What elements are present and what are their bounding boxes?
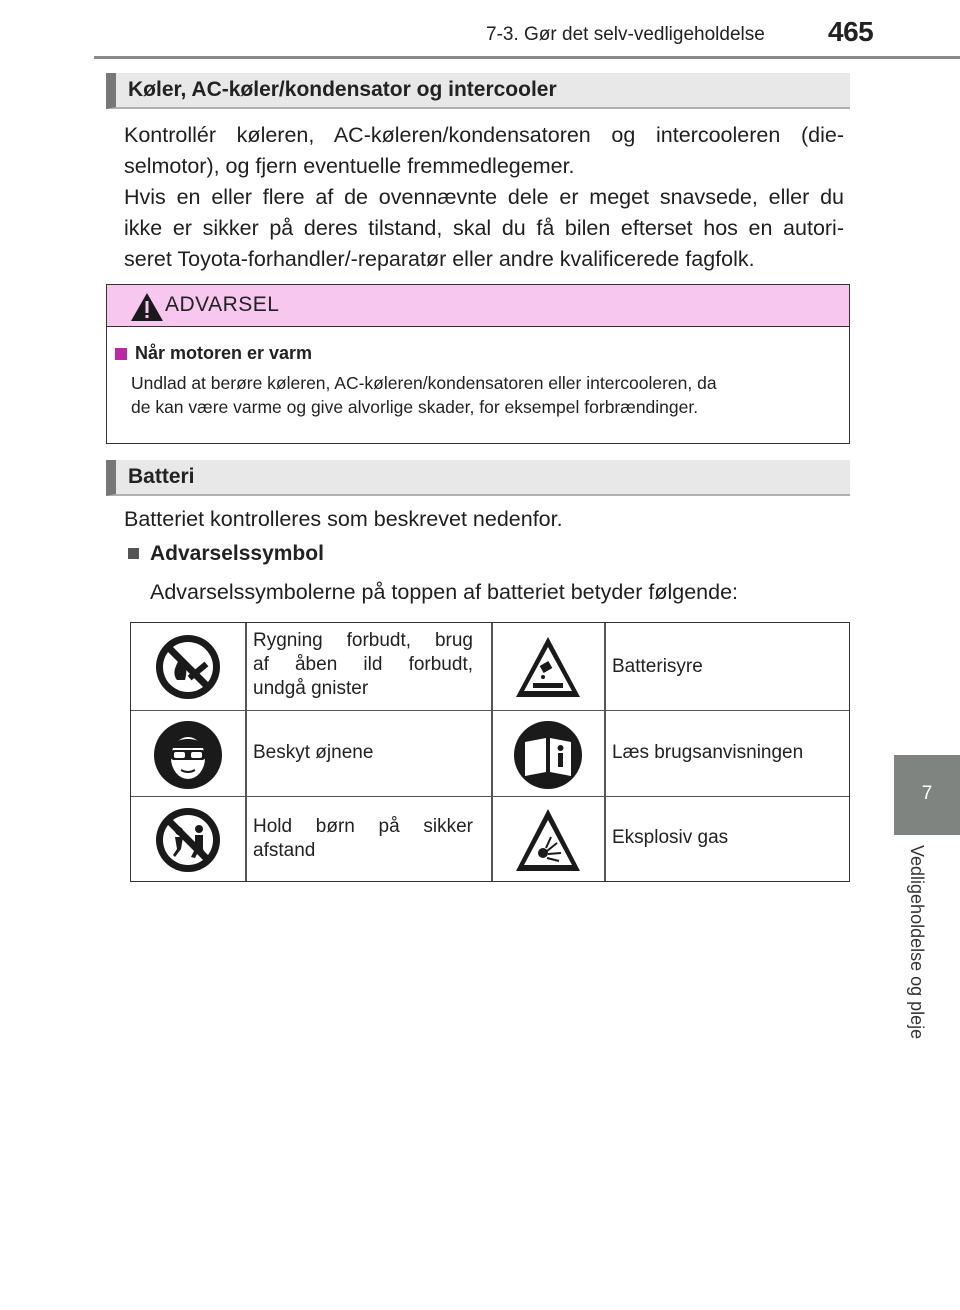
symbol-label-line: afstand (253, 840, 316, 861)
keep-children-away-icon (153, 805, 223, 875)
battery-subheading: Advarselssymbol (150, 542, 324, 565)
warning-title: ADVARSEL (165, 293, 280, 316)
symbol-label-explosive-gas: Eksplosiv gas (612, 827, 729, 848)
symbol-label-battery-acid: Batterisyre (612, 656, 703, 677)
chapter-label: Vedligeholdelse og pleje (907, 845, 927, 1040)
symbol-label-line: Rygning forbudt, brug (253, 630, 473, 651)
warning-heading-row (115, 343, 312, 364)
symbol-table (130, 622, 850, 882)
warning-triangle-icon (129, 291, 165, 323)
paragraph-line: ikke er sikker på deres tilstand, skal du få bilen efterset hos en autori- (124, 216, 844, 240)
page-number: 465 (828, 16, 874, 47)
table-divider (245, 623, 247, 881)
symbol-label-no-smoking (253, 629, 473, 701)
symbol-label-line: Hold børn på sikker (253, 816, 473, 837)
section-title-text: Batteri (128, 465, 195, 488)
warning-box (106, 284, 850, 444)
warning-body (131, 371, 835, 419)
table-divider (491, 623, 493, 881)
warning-body-line: Undlad at berøre køleren, AC-køleren/kondensatoren eller intercooleren, da (131, 373, 717, 393)
symbol-label-keep-children-away (253, 815, 473, 863)
paragraph-line: Hvis en eller flere af de ovennævnte dele er meget snavsede, eller du (124, 185, 844, 209)
table-row (131, 797, 849, 881)
section-title-cooler (106, 73, 850, 109)
warning-heading: Når motoren er varm (135, 343, 313, 363)
warning-body-line: de kan være varme og give alvorlige skader, for eksempel forbrændinger. (131, 397, 699, 417)
cooler-paragraph (124, 120, 844, 275)
table-divider (604, 623, 606, 881)
paragraph-line: seret Toyota-forhandler/-reparatør eller andre kvalificerede fagfolk. (124, 247, 755, 271)
warning-marker-icon (115, 348, 127, 360)
explosive-gas-icon (513, 805, 583, 875)
symbol-label-line: undgå gnister (253, 678, 369, 699)
symbol-label-line: af åben ild forbudt, (253, 654, 473, 675)
subheading-marker-icon (128, 548, 139, 559)
battery-acid-icon (513, 633, 583, 701)
eye-protection-icon (153, 720, 223, 790)
section-title-battery (106, 460, 850, 496)
read-manual-icon (513, 720, 583, 790)
battery-intro: Batteriet kontrolleres som beskrevet nedenfor. (124, 507, 563, 531)
symbol-label-eye-protection: Beskyt øjnene (253, 742, 374, 763)
symbol-label-read-manual: Læs brugsanvisningen (612, 742, 804, 763)
chapter-number: 7 (921, 783, 933, 804)
paragraph-line: selmotor), og fjern eventuelle fremmedlegemer. (124, 154, 575, 178)
chapter-tab (894, 755, 960, 835)
no-smoking-no-flame-icon (153, 632, 223, 702)
header-section-title: 7-3. Gør det selv-vedligeholdelse (486, 24, 765, 45)
paragraph-line: Kontrollér køleren, AC-køleren/kondensatoren og intercooleren (die- (124, 123, 844, 147)
section-title-text: Køler, AC-køler/kondensator og intercooler (128, 78, 557, 101)
table-row (131, 623, 849, 711)
battery-subtext: Advarselssymbolerne på toppen af batteriet betyder følgende: (150, 580, 739, 604)
header-rule (94, 56, 960, 59)
warning-header (107, 285, 849, 327)
